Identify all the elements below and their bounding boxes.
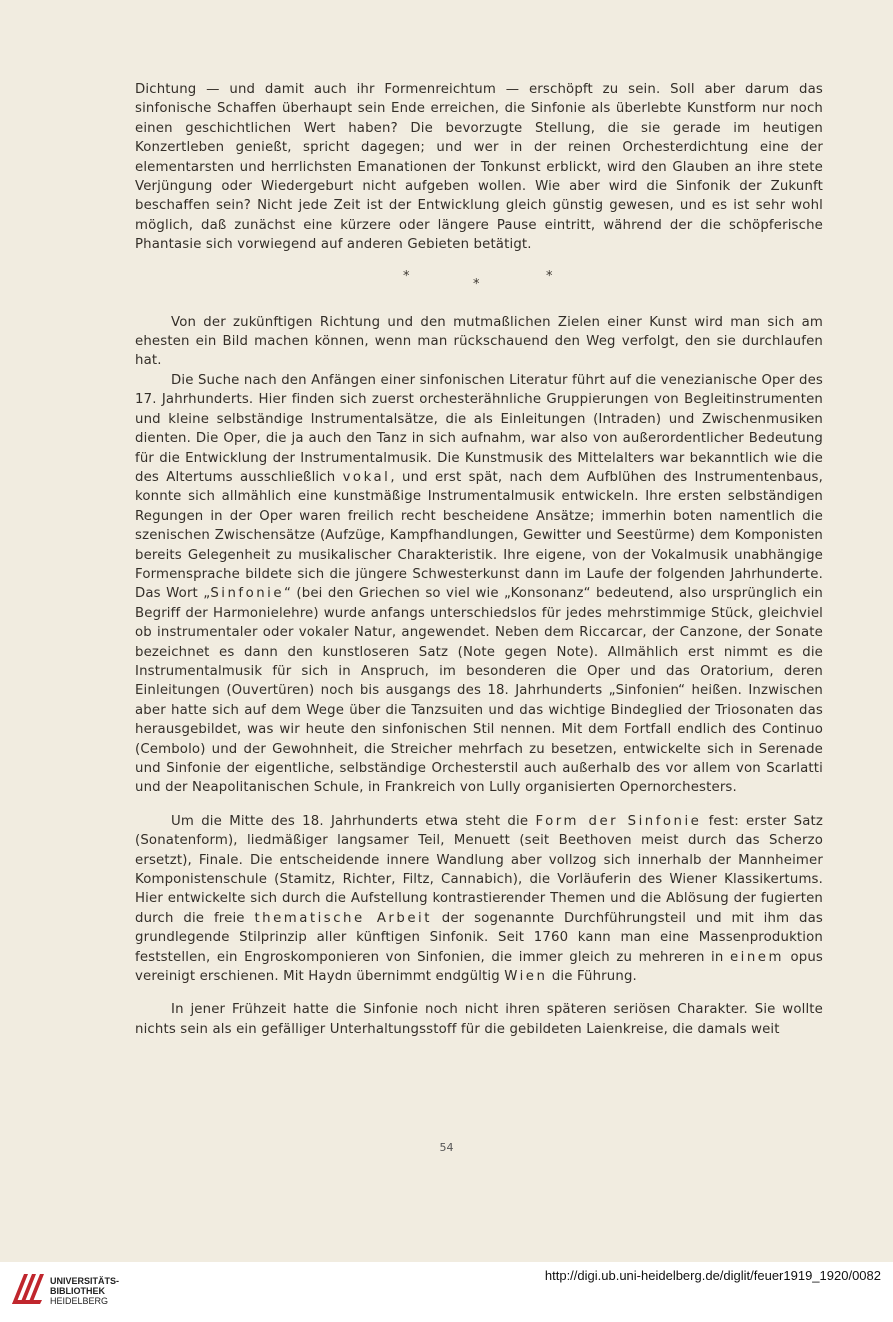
source-url[interactable]: http://digi.ub.uni-heidelberg.de/diglit/feuer1919_1920/0082 xyxy=(544,1268,881,1283)
asterisk: * xyxy=(403,268,410,284)
spaced-word: vokal xyxy=(342,469,391,485)
page-number: 54 xyxy=(439,1141,454,1154)
paragraph: Dichtung — und damit auch ihr Formenreichtum — erschöpft zu sein. Soll aber darum das sinfonische Schaffen überhaupt sein Ende erreichen, die Sinfonie als überlebte Kunstform nur noch einen geschichtlichen Wert haben? Die bevorzugte Stellung, die sie gerade im heutigen Konzertleben genießt, spricht dagegen; und wer in der reinen Orchesterdichtung eine der elementarsten und herrlichsten Emanationen der Tonkunst erblickt, wird den Glauben an ihre stete Verjüngung oder Wiedergeburt nicht aufgeben wollen. Wie aber wird die Sinfonik der Zukunft beschaffen sein? Nicht jede Zeit ist der Entwicklung gleich günstig gewesen, und es ist sehr wohl möglich, daß zunächst eine kürzere oder längere Pause eintritt, während der die schöpferische Phantasie sich vorwiegend auf anderen Gebieten betätigt. xyxy=(135,82,823,253)
library-name: UNIVERSITÄTS- BIBLIOTHEK HEIDELBERG xyxy=(50,1276,120,1306)
paragraph: Von der zukünftigen Richtung und den mutmaßlichen Zielen einer Kunst wird man sich am ehesten ein Bild machen können, wenn man rückschauend den Weg verfolgt, den sie durchlaufen hat. xyxy=(135,314,823,369)
paragraph: Um die Mitte des 18. Jahrhunderts etwa steht die Form der Sinfonie fest: erster Satz (Sonatenform), liedmäßiger langsamer Teil, Menuett (seit Beethoven meist durch das Scherzo ersetzt), Finale. Die entscheidende innere Wandlung aber vollzog sich innerhalb der Mannheimer Komponistenschule (Stamitz, Richter, Filtz, Cannabich), die Vorläuferin des Wiener Klassikertums. Hier entwickelte sich durch die Aufstellung kontrastierender Themen und die Ablösung der fugierten durch die freie thematische Arbeit der sogenannte Durchführungsteil und mit ihm das grundlegende Stilprinzip aller künftigen Sinfonik. Seit 1760 kann man eine Massenproduktion feststellen, ein Engroskomponieren von Sinfonien, die immer gleich zu mehreren in einem opus vereinigt erschienen. Mit Haydn übernimmt endgültig Wien die Führung. xyxy=(135,813,823,985)
paragraph: In jener Frühzeit hatte die Sinfonie noch nicht ihren späteren seriösen Charakter. Sie wollte nichts sein als ein gefälliger Unterhaltungsstoff für die gebildeten Laienkreise, die damals weit xyxy=(135,1002,823,1037)
asterisk: * xyxy=(546,268,553,284)
section-separator xyxy=(135,255,823,313)
spaced-phrase: Form der Sinfonie xyxy=(535,813,702,829)
spaced-word: einem xyxy=(730,949,784,965)
library-footer xyxy=(0,1262,893,1322)
asterisk: * xyxy=(473,276,480,292)
spaced-word: Sinfonie xyxy=(210,586,285,602)
library-logo-icon xyxy=(8,1270,46,1308)
paragraph: Die Suche nach den Anfängen einer sinfonischen Literatur führt auf die venezianische Oper des 17. Jahrhunderts. Hier finden sich zuerst orchesterähnliche Gruppierungen von Begleitinstrumenten und kleine selbständige Instrumentalsätze, die als Einleitungen (Intraden) und Zwischenmusiken dienten. Die Oper, die ja auch den Tanz in sich aufnahm, war also von außerordentlicher Bedeutung für die Entwicklung der Instrumentalmusik. Die Kunstmusik des Mittelalters war bekanntlich wie die des Altertums ausschließlich vokal, und erst spät, nach dem Aufblühen des Instrumentenbaus, konnte sich allmählich eine kunstmäßige Instrumentalmusik entwickeln. Ihre ersten selbständigen Regungen in der Oper waren freilich recht bescheidene Ansätze; immerhin boten namentlich die szenischen Zwischensätze (Aufzüge, Kampfhandlungen, Gewitter und Seestürme) dem Komponisten bereits Gelegenheit zu musikalischer Charakteristik. Ihre eigene, von der Vokalmusik unabhängige Formensprache bildete sich die jüngere Schwesterkunst dann im Laufe der folgenden Jahrhunderte. Das Wort „Sinfonie“ (bei den Griechen so viel wie „Konsonanz“ bedeutend, also ursprünglich ein Begriff der Harmonielehre) wurde anfangs unterschiedslos für jedes mehrstimmige Stück, gleichviel ob instrumentaler oder vokaler Natur, angewendet. Neben dem Riccarcar, der Canzone, der Sonate bezeichnet es dann den kunstloseren Satz (Note gegen Note). Allmählich erst nimmt es die Instrumentalmusik für sich in Anspruch, im besonderen die Oper und das Oratorium, deren Einleitungen (Ouvertüren) noch bis ausgangs des 18. Jahrhunderts „Sinfonien“ heißen. Inzwischen aber hatte sich auf dem Wege über die Tanzsuiten und das wichtige Bindeglied der Triosonaten das herausgebildet, was wir heute den sinfonischen Stil nennen. Mit dem Fortfall endlich des Continuo (Cembolo) und der Gewohnheit, die Streicher mehrfach zu besetzen, entwickelte sich in Serenade und Sinfonie der eigentliche, selbständige Orchesterstil auch außerhalb des vor allem von Scarlatti und der Neapolitanischen Schule, in Frankreich von Lully organisierten Opernorchesters. xyxy=(135,372,823,796)
spaced-word: Wien xyxy=(504,969,548,985)
spaced-phrase: thematische Arbeit xyxy=(254,910,432,926)
body-text xyxy=(135,80,823,1039)
